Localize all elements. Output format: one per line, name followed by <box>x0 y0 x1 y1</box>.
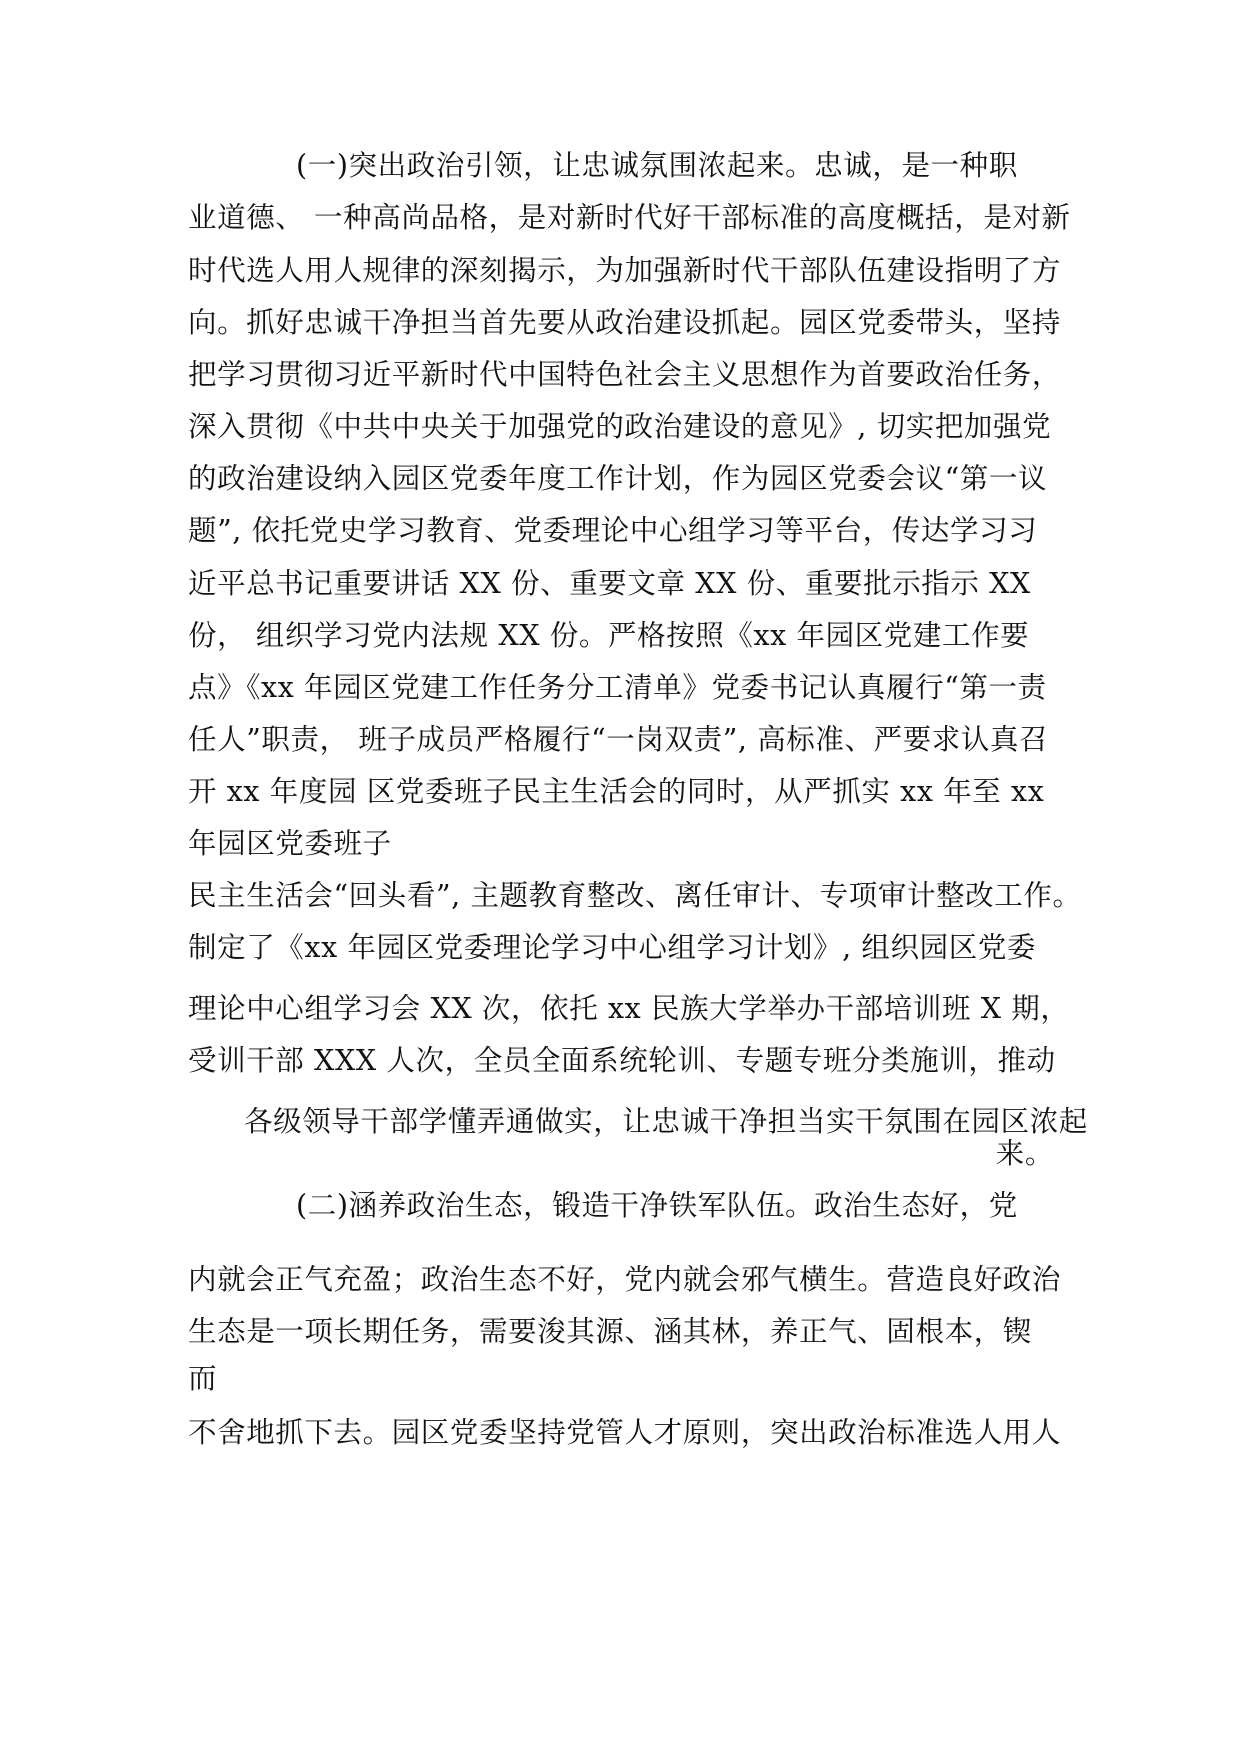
text-line: 各级领导干部学懂弄通做实，让忠诚干净担当实干氛围在园区浓起 <box>244 1105 1088 1138</box>
text-line: 民主生活会“回头看”, 主题教育整改、离任审计、专项审计整改工作。 <box>188 879 1082 912</box>
text-line: (二)涵养政治生态，锻造干净铁军队伍。政治生态好，党 <box>296 1189 1018 1222</box>
text-line: 开 xx 年度园 区党委班子民主生活会的同时，从严抓实 xx 年至 xx <box>188 775 1045 808</box>
text-line: 业道德、 一种高尚品格，是对新时代好干部标准的高度概括，是对新 <box>188 201 1071 234</box>
text-line: 来。 <box>995 1137 1054 1170</box>
text-line: 内就会正气充盈；政治生态不好，党内就会邪气横生。营造良好政治 <box>188 1263 1062 1296</box>
text-line: 生态是一项长期任务，需要浚其源、涵其林，养正气、固根本，锲 <box>188 1315 1032 1348</box>
text-line: 深入贯彻《中共中央关于加强党的政治建设的意见》, 切实把加强党 <box>188 410 1052 443</box>
text-line: 受训干部 XXX 人次，全员全面系统轮训、专题专班分类施训，推动 <box>188 1044 1056 1077</box>
text-line: 把学习贯彻习近平新时代中国特色社会主义思想作为首要政治任务， <box>188 358 1062 391</box>
text-line: 点》《xx 年园区党建工作任务分工清单》党委书记认真履行“第一责 <box>188 671 1047 704</box>
text-line: 任人”职责， 班子成员严格履行“一岗双责”, 高标准、严要求认真召 <box>188 723 1049 756</box>
text-line: 而 <box>188 1362 218 1395</box>
text-line: 制定了《xx 年园区党委理论学习中心组学习计划》, 组织园区党委 <box>188 931 1037 964</box>
text-line: 近平总书记重要讲话 XX 份、重要文章 XX 份、重要批示指示 XX <box>188 567 1031 600</box>
text-line: 向。抓好忠诚干净担当首先要从政治建设抓起。园区党委带头，坚持 <box>188 306 1062 339</box>
text-line: (一)突出政治引领，让忠诚氛围浓起来。忠诚，是一种职 <box>296 149 1018 182</box>
text-line: 时代选人用人规律的深刻揭示，为加强新时代干部队伍建设指明了方 <box>188 254 1062 287</box>
text-line: 不舍地抓下去。园区党委坚持党管人才原则，突出政治标准选人用人 <box>188 1416 1062 1449</box>
text-line: 份， 组织学习党内法规 XX 份。严格按照《xx 年园区党建工作要 <box>188 619 1030 652</box>
text-line: 题”, 依托党史学习教育、党委理论中心组学习等平台，传达学习习 <box>188 514 1038 547</box>
text-line: 理论中心组学习会 XX 次，依托 xx 民族大学举办干部培训班 X 期， <box>188 992 1070 1025</box>
text-line: 的政治建设纳入园区党委年度工作计划，作为园区党委会议“第一议 <box>188 462 1048 495</box>
text-line: 年园区党委班子 <box>188 827 392 860</box>
